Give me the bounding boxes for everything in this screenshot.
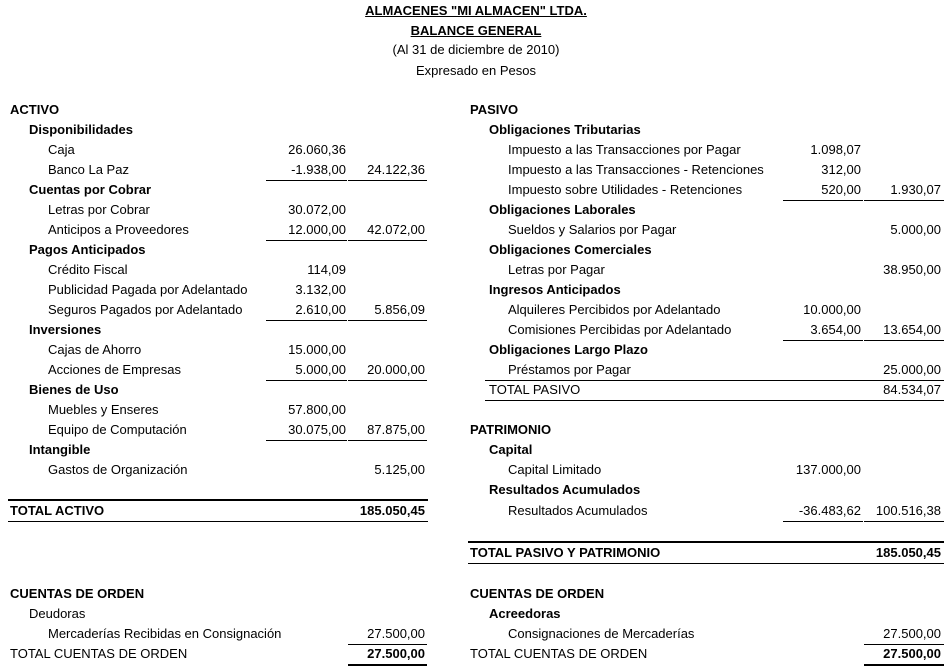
account-amount: 5.000,00 (295, 362, 346, 377)
account-label: Caja (48, 142, 75, 157)
report-currency: Expresado en Pesos (416, 63, 536, 78)
account-amount: 1.098,07 (810, 142, 861, 157)
account-label: Alquileres Percibidos por Adelantado (508, 302, 721, 317)
group-obligaciones-largo-plazo: Obligaciones Largo Plazo (489, 342, 648, 357)
account-label: Banco La Paz (48, 162, 129, 177)
account-amount: 26.060,36 (288, 142, 346, 157)
group-resultados-acumulados: Resultados Acumulados (489, 482, 641, 497)
subtotal-rule (266, 380, 347, 381)
patrimonio-heading: PATRIMONIO (470, 422, 552, 437)
account-label: Anticipos a Proveedores (48, 222, 189, 237)
subtotal-rule (864, 521, 944, 522)
total-rule (8, 521, 428, 522)
account-amount: 27.500,00 (367, 626, 425, 641)
account-label: Publicidad Pagada por Adelantado (48, 282, 248, 297)
group-cuentas-por-cobrar: Cuentas por Cobrar (29, 182, 152, 197)
subtotal-rule (864, 200, 944, 201)
account-amount: 312,00 (821, 162, 861, 177)
account-label: Resultados Acumulados (508, 503, 648, 518)
subtotal-rule (783, 340, 863, 341)
account-label: Impuesto a las Transacciones - Retenciones (508, 162, 764, 177)
account-label: Gastos de Organización (48, 462, 188, 477)
account-amount: -36.483,62 (798, 503, 861, 518)
account-amount: 3.654,00 (810, 322, 861, 337)
account-amount: 137.000,00 (795, 462, 861, 477)
total-pasivo-amount: 84.534,07 (883, 382, 941, 397)
account-label: Capital Limitado (508, 462, 602, 477)
pasivo-heading: PASIVO (470, 102, 519, 117)
group-subtotal: 5.125,00 (374, 462, 425, 477)
subtotal-rule (783, 200, 863, 201)
account-label: Equipo de Computación (48, 422, 187, 437)
group-pagos-anticipados: Pagos Anticipados (29, 242, 146, 257)
subtotal-rule (864, 340, 944, 341)
activo-heading: ACTIVO (10, 102, 60, 117)
group-subtotal: 25.000,00 (883, 362, 941, 377)
group-obligaciones-tributarias: Obligaciones Tributarias (489, 122, 641, 137)
group-obligaciones-comerciales: Obligaciones Comerciales (489, 242, 652, 257)
group-subtotal: 5.856,09 (374, 302, 425, 317)
subtotal-rule (266, 440, 347, 441)
group-obligaciones-laborales: Obligaciones Laborales (489, 202, 636, 217)
account-label: Sueldos y Salarios por Pagar (508, 222, 677, 237)
account-label: Crédito Fiscal (48, 262, 128, 277)
account-amount: 57.800,00 (288, 402, 346, 417)
cuentas-orden-sub: Acreedoras (489, 606, 561, 621)
account-amount: 2.610,00 (295, 302, 346, 317)
account-label: Cajas de Ahorro (48, 342, 142, 357)
total-cuentas-orden-amount: 27.500,00 (367, 646, 425, 661)
account-label: Acciones de Empresas (48, 362, 181, 377)
cuentas-orden-heading: CUENTAS DE ORDEN (470, 586, 605, 601)
subtotal-rule (348, 440, 427, 441)
account-amount: 30.075,00 (288, 422, 346, 437)
total-activo-label: TOTAL ACTIVO (10, 503, 105, 518)
group-disponibilidades: Disponibilidades (29, 122, 134, 137)
cuentas-orden-sub: Deudoras (29, 606, 86, 621)
group-subtotal: 13.654,00 (883, 322, 941, 337)
account-amount: 15.000,00 (288, 342, 346, 357)
group-subtotal: 38.950,00 (883, 262, 941, 277)
group-subtotal: 42.072,00 (367, 222, 425, 237)
group-subtotal: 87.875,00 (367, 422, 425, 437)
total-rule (468, 563, 944, 564)
account-amount: 10.000,00 (803, 302, 861, 317)
group-subtotal: 100.516,38 (875, 503, 941, 518)
total-rule (348, 664, 427, 666)
account-amount: 30.072,00 (288, 202, 346, 217)
account-amount: 27.500,00 (883, 626, 941, 641)
total-cuentas-orden-amount: 27.500,00 (883, 646, 941, 661)
total-cuentas-orden-label: TOTAL CUENTAS DE ORDEN (10, 646, 188, 661)
account-amount: 520,00 (821, 182, 861, 197)
total-pasivo-patrimonio-label: TOTAL PASIVO Y PATRIMONIO (470, 545, 661, 560)
subtotal-rule (348, 240, 427, 241)
cuentas-orden-heading: CUENTAS DE ORDEN (10, 586, 145, 601)
account-label: Préstamos por Pagar (508, 362, 631, 377)
group-inversiones: Inversiones (29, 322, 102, 337)
subtotal-rule (266, 320, 347, 321)
subtotal-rule (266, 240, 347, 241)
account-label: Muebles y Enseres (48, 402, 159, 417)
report-title: BALANCE GENERAL (410, 23, 542, 38)
total-cuentas-orden-label: TOTAL CUENTAS DE ORDEN (470, 646, 648, 661)
account-label: Seguros Pagados por Adelantado (48, 302, 243, 317)
group-capital: Capital (489, 442, 533, 457)
account-amount: 3.132,00 (295, 282, 346, 297)
subtotal-rule (783, 521, 863, 522)
group-subtotal: 5.000,00 (890, 222, 941, 237)
group-subtotal: 1.930,07 (890, 182, 941, 197)
group-ingresos-anticipados: Ingresos Anticipados (489, 282, 621, 297)
group-bienes-de-uso: Bienes de Uso (29, 382, 119, 397)
total-pasivo-patrimonio-amount: 185.050,45 (875, 545, 941, 560)
total-activo-amount: 185.050,45 (359, 503, 425, 518)
subtotal-rule (348, 320, 427, 321)
account-amount: 114,09 (307, 262, 346, 277)
total-pasivo-label: TOTAL PASIVO (489, 382, 581, 397)
account-label: Comisiones Percibidas por Adelantado (508, 322, 732, 337)
account-label: Consignaciones de Mercaderías (508, 626, 695, 641)
group-subtotal: 20.000,00 (367, 362, 425, 377)
subtotal-rule (348, 380, 427, 381)
subtotal-rule (348, 180, 427, 181)
account-amount: 12.000,00 (288, 222, 346, 237)
account-label: Letras por Cobrar (48, 202, 150, 217)
group-intangible: Intangible (29, 442, 91, 457)
account-label: Impuesto a las Transacciones por Pagar (508, 142, 741, 157)
total-rule (485, 400, 944, 401)
account-label: Impuesto sobre Utilidades - Retenciones (508, 182, 743, 197)
account-label: Letras por Pagar (508, 262, 605, 277)
account-label: Mercaderías Recibidas en Consignación (48, 626, 282, 641)
total-rule (864, 664, 944, 666)
group-subtotal: 24.122,36 (367, 162, 425, 177)
company-name: ALMACENES "MI ALMACEN" LTDA. (365, 3, 587, 18)
report-date: (Al 31 de diciembre de 2010) (392, 42, 560, 57)
account-amount: -1.938,00 (291, 162, 346, 177)
subtotal-rule (266, 180, 347, 181)
